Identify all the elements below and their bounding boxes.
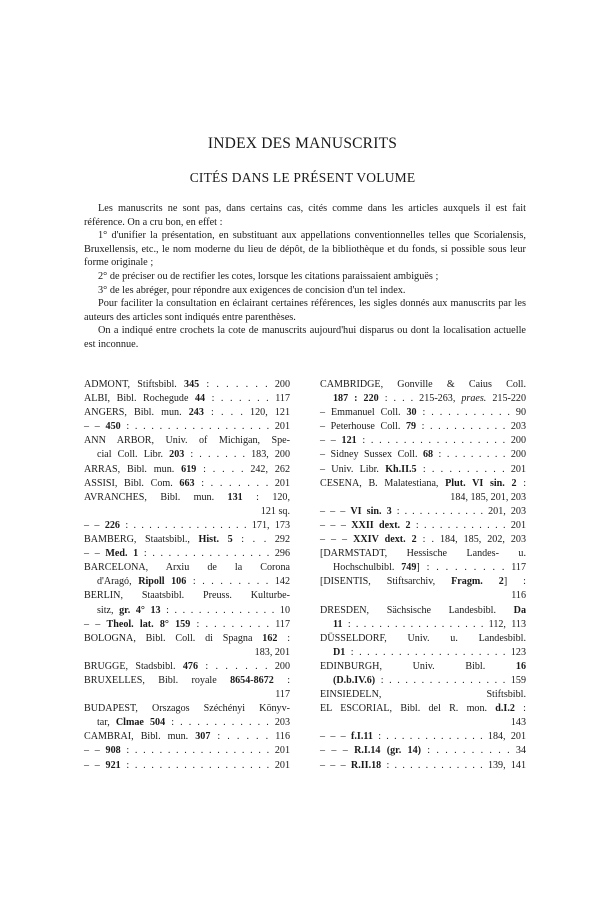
entry-pages: 183, 200 <box>251 449 291 461</box>
entry-shelfmark: Kh.II.5 <box>385 463 417 475</box>
entry-leader: : <box>277 632 291 644</box>
entry-leader: : . . . . . . . . . . . . . <box>160 604 275 616</box>
entry-leader: : . . . . . . . . . . . . . . . . . <box>120 421 270 433</box>
entry-name: – – – <box>320 505 351 517</box>
entry-leader: : . . . . . . <box>205 393 269 405</box>
entry-leader: : . . . . . . . . . . . . . . . . . <box>120 745 270 757</box>
index-entry <box>320 702 526 716</box>
page-title: INDEX DES MANUSCRITS <box>207 135 398 152</box>
index-entry <box>320 646 526 660</box>
index-column-left <box>84 378 290 773</box>
index-entry <box>84 463 290 477</box>
entry-leader: : . . . . . . . . . . . . <box>381 759 483 771</box>
entry-shelfmark: Hist. 5 <box>198 534 233 546</box>
index-entry <box>84 575 290 589</box>
entry-pages-tail: 215-220 <box>486 393 526 405</box>
index-entry <box>84 744 290 758</box>
entry-pages: 296 <box>274 548 291 560</box>
entry-name: [DISENTIS, Stiftsarchiv, <box>320 576 452 588</box>
entry-leader: : . . . . . . . . . . . . . . . . . <box>120 759 270 771</box>
entry-leader: : . . . . . . . . . . . . . <box>372 731 483 743</box>
index-entry <box>320 406 526 420</box>
index-entry <box>320 477 526 491</box>
entry-pages: 201 <box>510 463 526 475</box>
entry-leader: : . . . . . <box>210 731 269 743</box>
entry-name: ASSISI, Bibl. Com. <box>84 477 180 489</box>
entry-shelfmark: Fragm. 2 <box>451 576 504 588</box>
entry-leader: : . . . . . . . . . . . <box>391 505 484 517</box>
index-entry <box>320 448 526 462</box>
entry-leader: : . . . <box>378 393 414 405</box>
entry-shelfmark: 921 <box>105 759 121 771</box>
entry-pages: 117 <box>275 393 290 405</box>
entry-name: ARRAS, Bibl. mun. <box>84 463 182 475</box>
entry-name: – Peterhouse Coll. <box>320 421 406 433</box>
entry-name: sitz, <box>97 604 120 616</box>
index-entry <box>84 674 290 688</box>
index-entry <box>84 730 290 744</box>
entry-name: – Emmanuel Coll. <box>320 407 407 419</box>
entry-shelfmark: 162 <box>262 632 278 644</box>
entry-pages: 117 <box>275 689 290 701</box>
entry-leader: : . . . . . . <box>184 449 245 461</box>
index-entry <box>84 688 290 702</box>
entry-shelfmark: 203 <box>169 449 185 461</box>
entry-leader: : . . . . . . . . . . . . . . . . . <box>356 435 506 447</box>
index-entry <box>320 533 526 547</box>
index-entry <box>84 519 290 533</box>
entry-shelfmark: Med. 1 <box>105 548 139 560</box>
index-entry <box>320 575 526 589</box>
entry-name: cial Coll. Libr. <box>97 449 170 461</box>
index-entry <box>84 406 290 420</box>
entry-pages: 116 <box>275 731 290 743</box>
entry-shelfmark: D1 <box>333 646 346 658</box>
entry-leader: : . . . . . . . . <box>190 618 270 630</box>
entry-name: – – – <box>320 519 352 531</box>
entry-pages: 116 <box>511 590 526 602</box>
entry-leader: : . . . . . . . . . . . <box>410 519 506 531</box>
entry-shelfmark: 79 <box>405 421 417 433</box>
entry-name: d'Aragó, <box>97 576 139 588</box>
entry-leader: : . . . . . . . . . . . . . . . <box>138 548 270 560</box>
entry-shelfmark: 749 <box>401 562 417 574</box>
intro-text <box>84 202 526 352</box>
entry-pages: 123 <box>510 646 526 658</box>
entry-leader: : . . . . . . . . . . <box>416 421 506 433</box>
entry-leader: : . <box>416 534 434 546</box>
index-entry <box>320 547 526 561</box>
entry-leader: ] : . . . . . . . . <box>416 562 505 574</box>
index-entry <box>84 632 290 646</box>
index-entry <box>320 674 526 688</box>
index-entry <box>320 660 526 674</box>
entry-pages: 121 sq. <box>260 505 290 517</box>
entry-name: – – – <box>320 745 355 757</box>
index-entry <box>320 759 526 773</box>
entry-pages: 183, 201 <box>254 646 290 658</box>
entry-name: – – – <box>320 534 354 546</box>
entry-name: [DARMSTADT, Hessische Landes- u. <box>320 548 526 560</box>
index-entry <box>84 646 290 660</box>
entry-pages: 143 <box>510 717 526 729</box>
index-entry <box>320 716 526 730</box>
entry-name: – – <box>84 745 106 757</box>
entry-name: EDINBURGH, Univ. Bibl. <box>320 660 516 672</box>
entry-pages: 200 <box>274 379 290 390</box>
index-entry <box>84 589 290 603</box>
entry-pages: 203 <box>510 421 527 433</box>
entry-pages: 184, 201 <box>487 731 527 743</box>
entry-leader: : . . . . . . . . . . . <box>165 717 269 729</box>
index-entry <box>84 547 290 561</box>
index-entry <box>84 702 290 716</box>
entry-pages: 142 <box>274 576 291 588</box>
entry-name: ANN ARBOR, Univ. of Michigan, Spe- <box>84 435 290 447</box>
entry-shelfmark: 450 <box>105 421 121 433</box>
entry-leader: : <box>516 477 526 489</box>
entry-name: ANGERS, Bibl. mun. <box>84 407 189 419</box>
entry-leader: : . . . . . . <box>199 379 268 390</box>
intro-paragraph: 2° de préciser ou de rectifier les cotes, lorsque les citations paraissaient ambiguës ; <box>98 270 439 282</box>
entry-leader: ] : <box>503 576 526 588</box>
intro-paragraph: Pour faciliter la consultation en éclairant certaines références, les sigles donnés aux manuscrits par les auteurs des articles sont indiqués entre parenthèses. <box>84 298 526 323</box>
entry-name: DÜSSELDORF, Univ. u. Landesbibl. <box>320 632 526 644</box>
index-entry <box>320 491 526 505</box>
index-entry <box>320 378 526 392</box>
entry-shelfmark: 619 <box>181 463 197 475</box>
index-entry <box>320 505 526 519</box>
index-entry <box>320 589 526 603</box>
index-entry <box>320 618 526 632</box>
entry-shelfmark: 226 <box>104 519 120 531</box>
entry-pages: 117 <box>275 618 291 630</box>
entry-pages: 200 <box>510 449 526 461</box>
entry-leader: : . . . . . . . . . . . . . . . <box>375 674 506 686</box>
entry-shelfmark: 243 <box>188 407 204 419</box>
page-subtitle: CITÉS DANS LE PRÉSENT VOLUME <box>189 170 416 185</box>
entry-name: tar, <box>97 717 116 729</box>
index-entry <box>320 463 526 477</box>
entry-name: ALBI, Bibl. Rochegude <box>84 393 195 405</box>
intro-paragraph: 1° d'unifier la présentation, en substituant aux appellations conventionnelles telles que Scorialensis, Bruxellensis, etc., le nom moderne du lieu de dépôt, de la bibliothèque et du fonds, si possible sous leur forme originale ; <box>84 230 526 269</box>
entry-name: – – <box>84 618 107 630</box>
index-entry <box>84 618 290 632</box>
index-entry <box>84 491 290 505</box>
entry-shelfmark: 663 <box>179 477 195 489</box>
entry-shelfmark: (D.b.IV.6) <box>333 674 376 686</box>
entry-name: – – – <box>320 759 351 771</box>
index-entry <box>84 505 290 519</box>
entry-leader: : . . . . . . . . . . <box>416 407 510 419</box>
entry-leader: : . . <box>232 534 267 546</box>
entry-shelfmark: d.I.2 <box>495 703 515 715</box>
entry-pages: 184, 185, 202, 203 <box>439 534 527 546</box>
entry-name: Hochschulbibl. <box>333 562 402 574</box>
entry-shelfmark: VI sin. 3 <box>350 505 392 517</box>
entry-leader: : . . . . <box>196 463 244 475</box>
index-column-right <box>320 378 526 773</box>
entry-name: BRUXELLES, Bibl. royale <box>84 674 231 686</box>
entry-name: BUDAPEST, Orszagos Széchényi Könyv- <box>84 703 290 715</box>
entry-shelfmark: 476 <box>182 660 198 672</box>
entry-shelfmark: Ripoll 106 <box>138 576 187 588</box>
index-entry <box>320 519 526 533</box>
index-entry <box>84 392 290 406</box>
entry-pages: 292 <box>274 534 291 546</box>
entry-name: – – <box>84 421 106 433</box>
index-entry <box>84 759 290 773</box>
index-entry <box>320 420 526 434</box>
entry-shelfmark: 11 <box>333 618 343 630</box>
entry-pages: 215-263, <box>419 393 462 405</box>
entry-pages: 201 <box>274 477 291 489</box>
entry-leader: : <box>273 674 290 686</box>
entry-name: CESENA, B. Malatestiana, <box>320 477 446 489</box>
index-entry <box>320 744 526 758</box>
entry-name: CAMBRIDGE, Gonville & Caius Coll. <box>320 379 526 390</box>
entry-shelfmark: 307 <box>195 731 211 743</box>
entry-pages: 201 <box>274 421 291 433</box>
entry-pages: 139, 141 <box>487 759 527 771</box>
index-entry <box>84 533 290 547</box>
entry-shelfmark: Da <box>513 604 526 616</box>
index-entry <box>84 420 290 434</box>
entry-pages: 201, 203 <box>488 505 526 517</box>
entry-pages: 159 <box>510 674 526 686</box>
entry-leader: : . . . . . . . . . <box>416 463 505 475</box>
entry-pages: 34 <box>515 745 526 757</box>
entry-shelfmark: f.I.11 <box>351 731 373 743</box>
entry-pages: 200 <box>510 435 527 447</box>
entry-leader: : . . . . . . . <box>194 477 269 489</box>
entry-name: – – <box>84 548 106 560</box>
entry-shelfmark: 131 <box>227 491 243 503</box>
entry-shelfmark: XXII dext. 2 <box>351 519 411 531</box>
entry-leader: : <box>242 491 259 503</box>
index-entry <box>320 561 526 575</box>
entry-shelfmark: R.I.14 (gr. 14) <box>354 745 421 757</box>
entry-name: BERLIN, Staatsbibl. Preuss. Kulturbe- <box>84 590 290 602</box>
intro-paragraph: 3° de les abréger, pour répondre aux exigences de concision d'un tel index. <box>98 284 406 296</box>
entry-shelfmark: Plut. VI sin. 2 <box>445 477 517 489</box>
entry-leader: : . . . . . . . . <box>433 449 506 461</box>
entry-name: – – <box>320 435 342 447</box>
entry-pages: 200 <box>274 660 291 672</box>
index-entry <box>320 604 526 618</box>
entry-name: – – – <box>320 731 352 743</box>
entry-name: BOLOGNA, Bibl. Coll. di Spagna <box>84 632 263 644</box>
index-entry <box>320 392 526 406</box>
index-entry <box>320 434 526 448</box>
index-entry <box>320 730 526 744</box>
entry-pages: 120, 121 <box>250 407 291 419</box>
entry-shelfmark: 68 <box>422 449 434 461</box>
entry-pages: 112, 113 <box>488 618 526 630</box>
entry-leader: : <box>514 703 526 715</box>
entry-shelfmark: 121 <box>341 435 357 447</box>
entry-name: EL ESCORIAL, Bibl. del R. mon. <box>320 703 496 715</box>
entry-pages: 184, 185, 201, 203 <box>450 491 526 503</box>
index-entry <box>84 448 290 462</box>
entry-pages: 203 <box>274 717 290 729</box>
entry-name: ADMONT, Stiftsbibl. <box>84 379 185 390</box>
entry-pages: 117 <box>511 562 526 574</box>
index-entry <box>84 434 290 448</box>
entry-pages: 201 <box>274 759 291 771</box>
entry-shelfmark: 30 <box>406 407 417 419</box>
entry-leader: : . . . . . . . . . . . . . . . <box>119 519 247 531</box>
entry-shelfmark: gr. 4° 13 <box>119 604 161 616</box>
entry-name: BARCELONA, Arxiu de la Corona <box>84 562 290 574</box>
entry-pages: 201 <box>274 745 291 757</box>
entry-name: BRUGGE, Stadsbibl. <box>84 660 183 672</box>
entry-name: – – <box>84 519 105 531</box>
entry-shelfmark: 187 : 220 <box>333 393 379 405</box>
entry-shelfmark: 44 <box>194 393 206 405</box>
entry-shelfmark: Theol. lat. 8° 159 <box>106 618 191 630</box>
intro-paragraph: Les manuscrits ne sont pas, dans certains cas, cités comme dans les articles auxquels il est fait référence. On a cru bon, en effet : <box>84 203 526 228</box>
entry-pages: 10 <box>279 604 290 616</box>
entry-name: AVRANCHES, Bibl. mun. <box>84 491 228 503</box>
intro-paragraph: On a indiqué entre crochets la cote de manuscrits aujourd'hui disparus ou dont la localisation actuelle est inconnue. <box>84 325 526 350</box>
index-entry <box>84 378 290 392</box>
entry-pages: 201 <box>510 519 526 531</box>
entry-shelfmark: Clmae 504 <box>115 717 166 729</box>
entry-shelfmark: 8654-8672 <box>230 674 274 686</box>
entry-name: DRESDEN, Sächsische Landesbibl. <box>320 604 514 616</box>
entry-leader: : . . . . . . . . . . . . . . . . . . . <box>345 646 506 658</box>
entry-leader: : . . . . . . . . . <box>421 745 510 757</box>
entry-leader: : . . . . . . <box>198 660 268 672</box>
entry-note: praes. <box>461 393 487 405</box>
entry-leader: : . . . . . . . . . . . . . . . . . <box>342 618 484 630</box>
entry-leader: : . . . <box>203 407 243 419</box>
entry-shelfmark: R.II.18 <box>350 759 382 771</box>
entry-name: BAMBERG, Staatsbibl., <box>84 534 199 546</box>
entry-name: – Univ. Libr. <box>320 463 386 475</box>
index-entry <box>84 477 290 491</box>
entry-name: EINSIEDELN, Stiftsbibl. <box>320 689 526 701</box>
index-entry <box>320 632 526 646</box>
entry-pages: 171, 173 <box>251 519 291 531</box>
index-entry <box>84 561 290 575</box>
entry-shelfmark: 16 <box>515 660 526 672</box>
index-entry <box>84 604 290 618</box>
entry-shelfmark: 908 <box>105 745 121 757</box>
entry-pages: 90 <box>515 407 526 419</box>
entry-name: CAMBRAI, Bibl. mun. <box>84 731 196 743</box>
entry-pages: 242, 262 <box>250 463 290 475</box>
index-entry <box>84 660 290 674</box>
index-entry <box>84 716 290 730</box>
entry-leader: : . . . . . . . . <box>186 576 269 588</box>
entry-name: – – <box>84 759 106 771</box>
entry-shelfmark: XXIV dext. 2 <box>353 534 417 546</box>
entry-name: – Sidney Sussex Coll. <box>320 449 423 461</box>
entry-shelfmark: 345 <box>184 379 200 390</box>
index-entry <box>320 688 526 702</box>
entry-pages: 120, <box>272 491 290 503</box>
